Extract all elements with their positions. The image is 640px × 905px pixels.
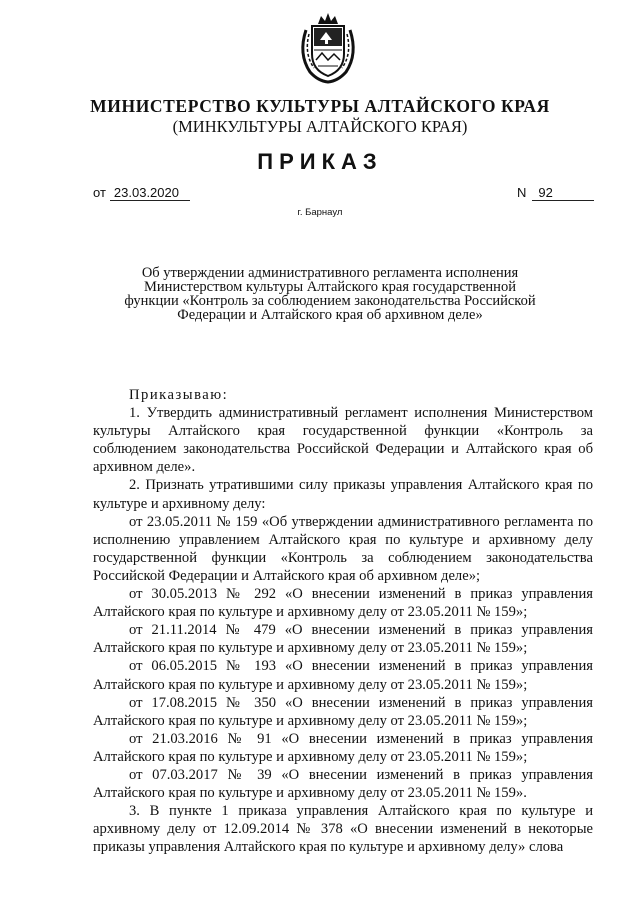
coat-of-arms-emblem	[296, 10, 360, 86]
paragraph-item: от 07.03.2017 № 39 «О внесении изменений в приказ управления Алтайского края по культуре и архивному делу от 23.05.2011 № 159».	[93, 766, 593, 802]
ministry-name: МИНИСТЕРСТВО КУЛЬТУРЫ АЛТАЙСКОГО КРАЯ	[90, 96, 550, 116]
document-number-row	[517, 185, 594, 201]
paragraph-item: от 06.05.2015 № 193 «О внесении изменений в приказ управления Алтайского края по культуре и архивному делу от 23.05.2011 № 159»;	[93, 658, 593, 693]
number-prefix: N	[517, 185, 527, 200]
paragraph-item: 3. В пункте 1 приказа управления Алтайского края по культуре и архивному делу от 12.09.2014 № 378 «О внесении изменений в некоторые приказы управления Алтайского края по культуре и архивному делу» слова	[93, 803, 593, 856]
paragraph-item: от 23.05.2011 № 159 «Об утверждении административного регламента по исполнению управлением Алтайского края по культуре и архивному делу государственной функции «Контроль за соблюдением законодательства Российской Федерации и Алтайского края об архивном деле»;	[93, 513, 593, 584]
document-date-row	[93, 185, 190, 201]
document-number: 92	[532, 185, 594, 201]
order-directive: Приказываю:	[129, 387, 229, 403]
document-city: г. Барнаул	[297, 207, 343, 218]
order-subject-title: Об утверждении административного регламента исполнения Министерством культуры Алтайского края государственной функции «Контроль за соблюдением законодательства Российской Федерации и Алтайского края об архивном деле»	[124, 265, 536, 323]
ministry-short-name: (МИНКУЛЬТУРЫ АЛТАЙСКОГО КРАЯ)	[172, 117, 468, 136]
paragraph-item: от 21.11.2014 № 479 «О внесении изменений в приказ управления Алтайского края по культуре и архивному делу от 23.05.2011 № 159»;	[93, 622, 593, 657]
date-prefix: от	[93, 185, 106, 200]
paragraph-item: от 21.03.2016 № 91 «О внесении изменений в приказ управления Алтайского края по культуре и архивному делу от 23.05.2011 № 159»;	[93, 730, 593, 765]
paragraph-item: от 30.05.2013 № 292 «О внесении изменений в приказ управления Алтайского края по культуре и архивному делу от 23.05.2011 № 159»;	[93, 586, 593, 621]
paragraph-item: 2. Признать утратившими силу приказы управления Алтайского края по культуре и архивному делу:	[93, 477, 593, 512]
document-date: 23.03.2020	[110, 185, 190, 201]
document-type-title: ПРИКАЗ	[257, 149, 383, 174]
paragraph-item: от 17.08.2015 № 350 «О внесении изменений в приказ управления Алтайского края по культуре и архивному делу от 23.05.2011 № 159»;	[93, 694, 593, 729]
paragraph-item: 1. Утвердить административный регламент исполнения Министерством культуры Алтайского края государственной функции «Контроль за соблюдением законодательства Российской Федерации и Алтайского края об архивном деле».	[93, 405, 593, 476]
order-body	[93, 386, 593, 856]
